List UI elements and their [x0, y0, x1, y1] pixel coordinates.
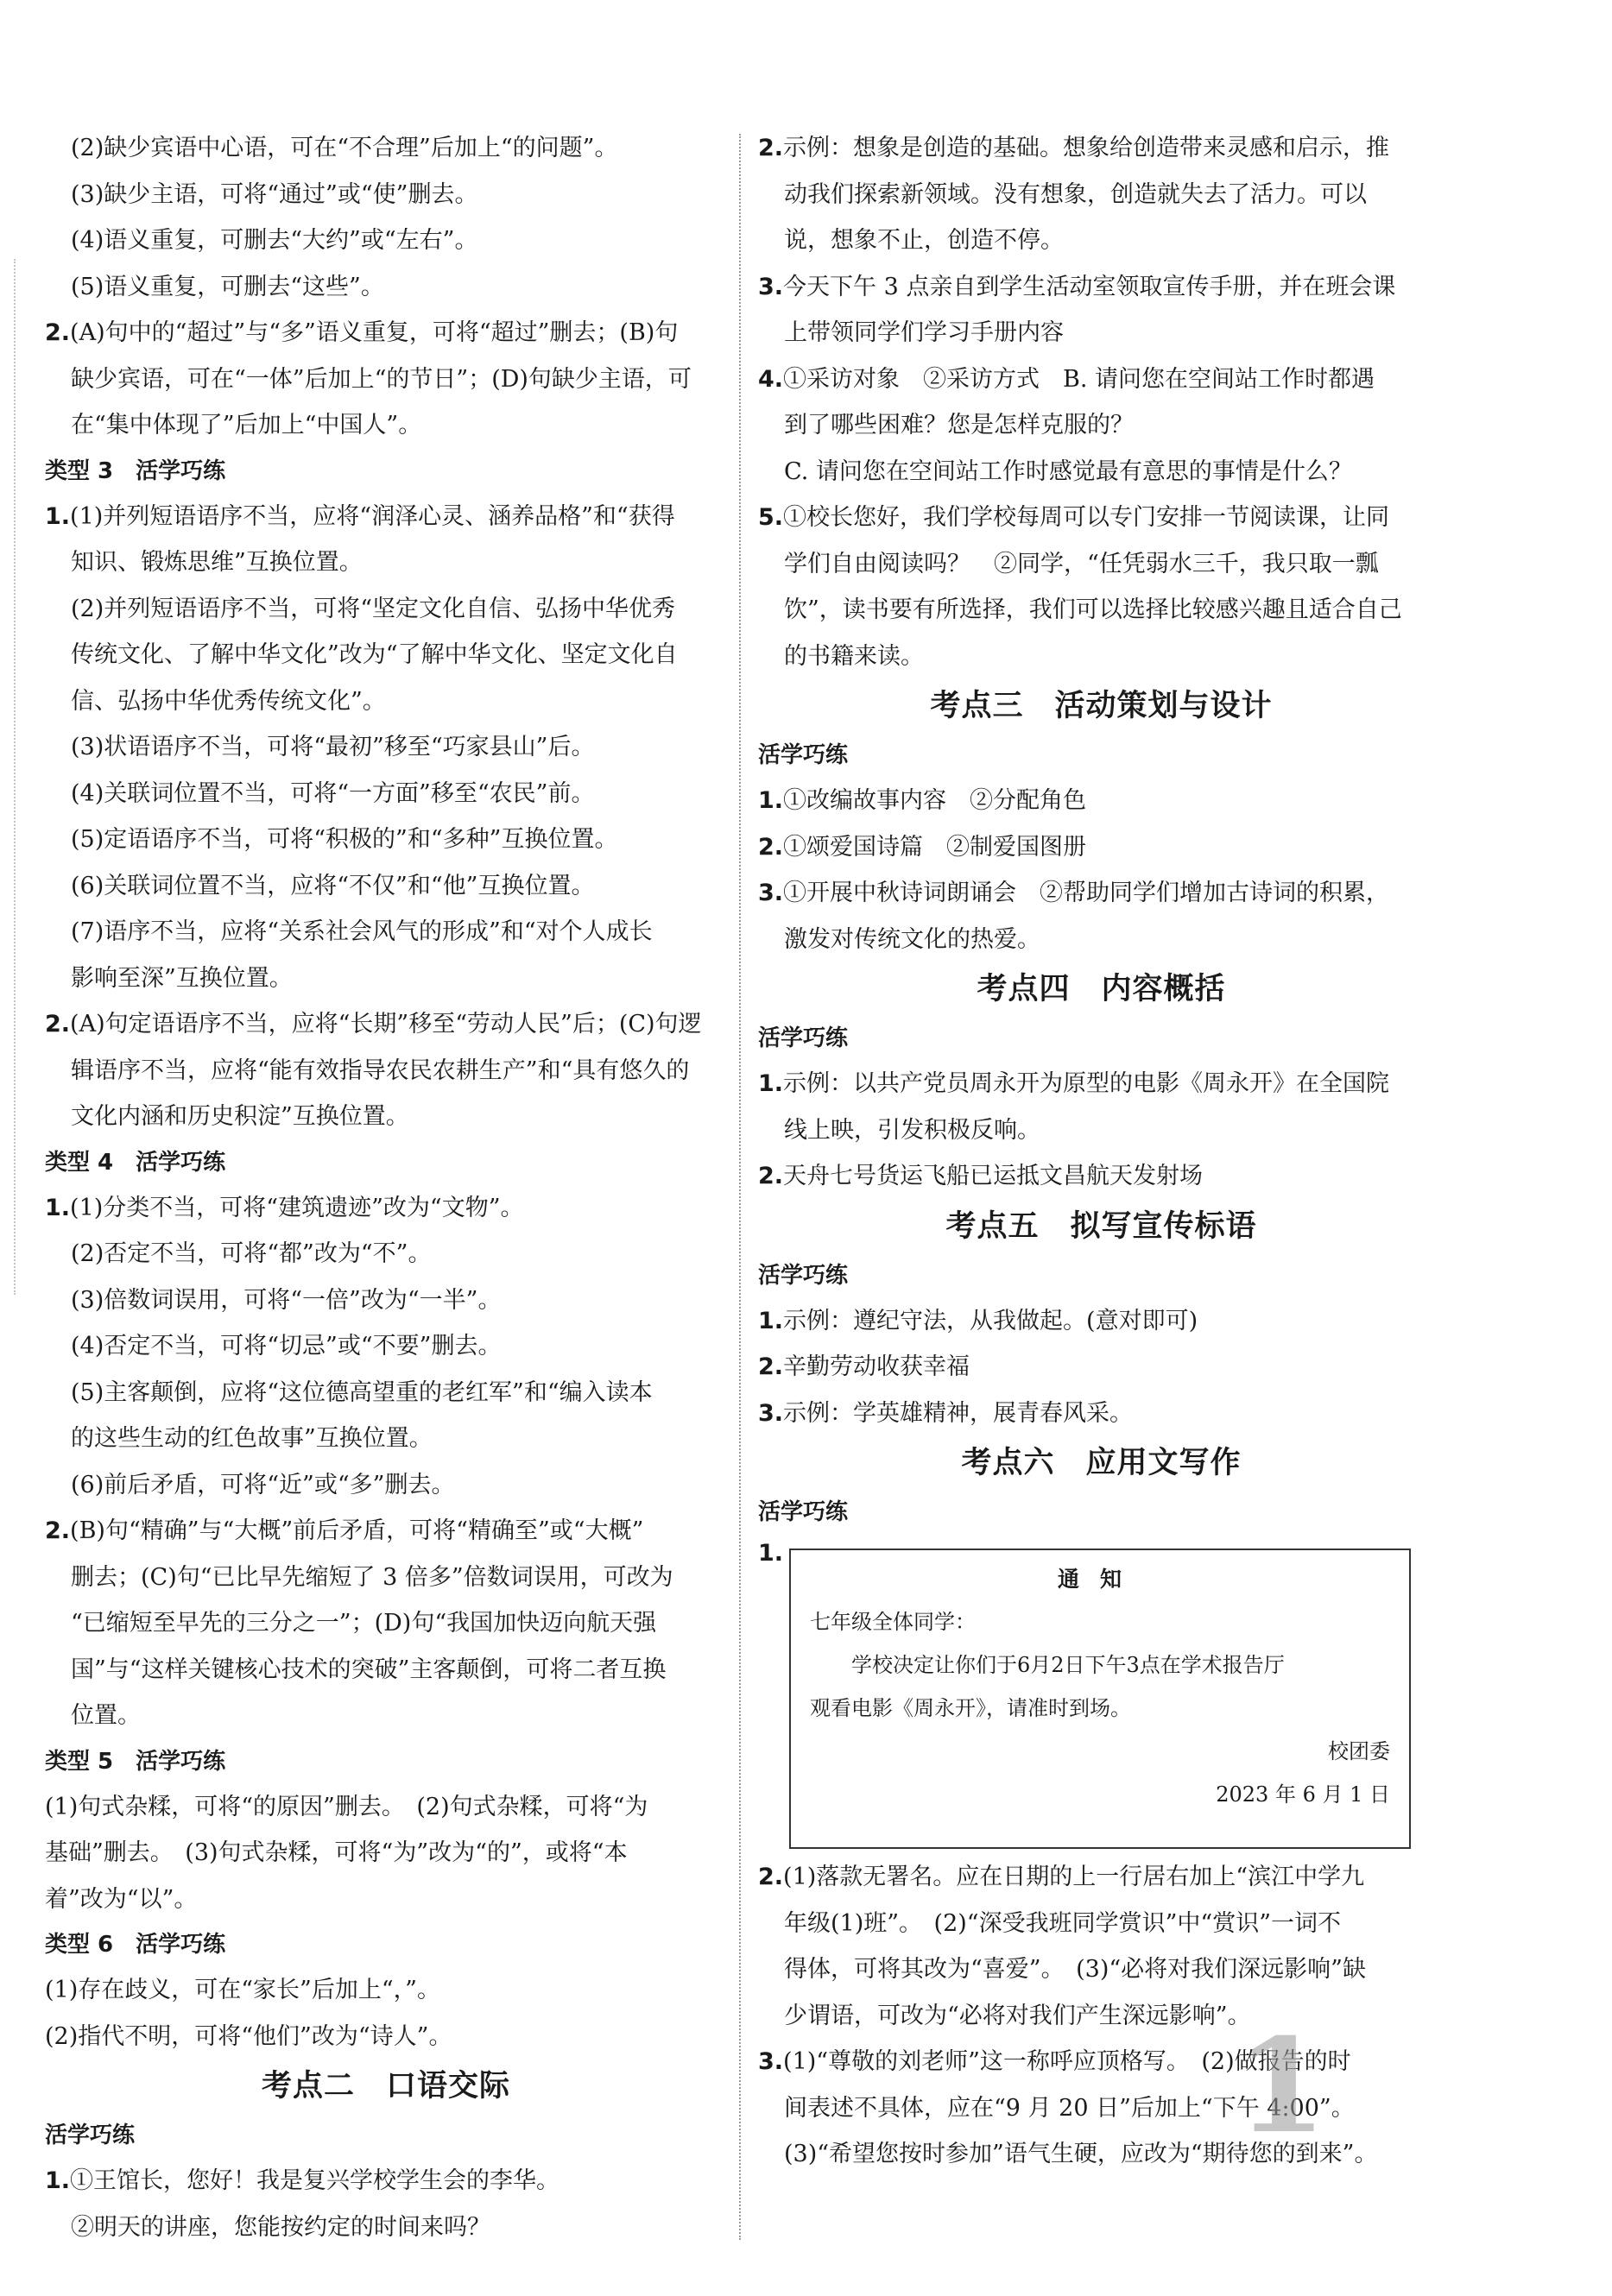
answer-text: “已缩短至早先的三分之一”；(D)句“我国加快迈向航天强 [71, 1610, 657, 1637]
notice-signer: 校团委 [1328, 1739, 1390, 1763]
answer-line [45, 494, 727, 540]
item-number: 1. [758, 1070, 784, 1097]
answer-line [758, 541, 1444, 588]
answer-text: 示例：想象是创造的基础。想象给创造带来灵感和启示，推 [783, 135, 1390, 161]
subheading: 类型 5 活学巧练 [45, 1748, 226, 1775]
answer-line [45, 172, 727, 218]
answer-text: 激发对传统文化的热爱。 [784, 925, 1040, 953]
item-number: 2. [758, 1864, 784, 1890]
answer-text: (4)关联词位置不当，可将“一方面”移至“农民”前。 [71, 779, 595, 807]
answer-line [45, 402, 727, 449]
answer-text: 间表述不具体，应在“9 月 20 日”后加上“下午 4:00”。 [784, 2094, 1355, 2122]
answer-text: (2)否定不当，可将“都”改为“不”。 [71, 1240, 432, 1267]
answer-line [45, 356, 727, 403]
answer-text: 删去；(C)句“已比早先缩短了 3 倍多”倍数词误用，可改为 [71, 1563, 673, 1591]
section-heading: 考点四 内容概括 [977, 972, 1226, 1006]
notice-box [789, 1549, 1411, 1849]
answer-line [758, 587, 1444, 634]
answer-text: ①改编故事内容 ②分配角色 [783, 787, 1087, 814]
answer-text: (5)定语语序不当，可将“积极的”和“多种”互换位置。 [71, 826, 618, 853]
item-number: 4. [758, 365, 784, 393]
answer-line [758, 824, 1444, 871]
answer-text: 知识、锻炼思维”互换位置。 [71, 549, 363, 576]
item-number: 5. [758, 504, 784, 531]
answer-text: (1)分类不当，可将“建筑遗迹”改为“文物”。 [70, 1194, 524, 1221]
answer-text: (7)语序不当，应将“关系社会风气的形成”和“对个人成长 [71, 918, 653, 945]
answer-text: 示例：以共产党员周永开为原型的电影《周永开》在全国院 [783, 1070, 1390, 1097]
answer-text: 基础”删去。 (3)句式杂糅，可将“为”改为“的”，或将“本 [45, 1839, 628, 1866]
answer-text: ①颂爱国诗篇 ②制爱国图册 [783, 833, 1087, 861]
answer-text: 位置。 [71, 1702, 141, 1729]
answer-text: (3)倍数词误用，可将“一倍”改为“一半”。 [71, 1286, 502, 1314]
answer-line [45, 539, 727, 586]
answer-line [45, 1185, 727, 1232]
answer-line [45, 1784, 727, 1831]
answer-line [758, 1946, 1444, 1993]
answer-line [45, 1555, 727, 1601]
answer-line [758, 1901, 1444, 1947]
answer-text: (A)句中的“超过”与“多”语义重复，可将“超过”删去；(B)句 [70, 319, 679, 346]
right-column-top [758, 125, 1444, 1535]
answer-text: (1)“尊敬的刘老师”这一称呼应顶格写。 (2)做报告的时 [783, 2048, 1351, 2075]
item-number: 2. [758, 833, 784, 861]
right-column [758, 125, 1444, 2178]
answer-line [45, 1416, 727, 1462]
answer-line [758, 634, 1444, 680]
subheading: 类型 4 活学巧练 [45, 1149, 226, 1176]
answer-line [45, 909, 727, 956]
item-number: 1. [45, 1194, 71, 1221]
subheading: 类型 3 活学巧练 [45, 457, 226, 484]
item-number: 3. [758, 273, 784, 300]
answer-line [45, 1277, 727, 1324]
answer-text: 在“集中体现了”后加上“中国人”。 [71, 412, 422, 438]
answer-text: ①采访对象 ②采访方式 B. 请问您在空间站工作时都遇 [783, 365, 1375, 393]
notice-body-line: 学校决定让你们于6月2日下午3点在学术报告厅 [851, 1653, 1285, 1677]
item-number: 1. [758, 1307, 784, 1334]
left-column [45, 125, 727, 2250]
answer-text: (2)并列短语语序不当，可将“坚定文化自信、弘扬中华优秀 [71, 595, 676, 622]
answer-text: ①王馆长，您好！我是复兴学校学生会的李华。 [70, 2167, 560, 2194]
answer-text: 的这些生动的红色故事”互换位置。 [71, 1425, 433, 1452]
section-heading: 考点六 应用文写作 [961, 1446, 1242, 1480]
notice-answer [758, 1535, 1444, 1854]
notice-body-line: 观看电影《周永开》，请准时到场。 [810, 1696, 1131, 1720]
answer-text: 年级(1)班”。 (2)“深受我班同学赏识”中“赏识”一词不 [784, 1909, 1342, 1937]
answer-line [45, 1508, 727, 1555]
answer-line [45, 264, 727, 311]
answer-text: (1)落款无署名。应在日期的上一行居右加上“滨江中学九 [783, 1864, 1365, 1890]
answer-text: 学们自由阅读吗？ ②同学，“任凭弱水三千，我只取一瓢 [784, 550, 1379, 577]
notice-date: 2023 年 6 月 1 日 [1216, 1782, 1390, 1807]
answer-text: (B)句“精确”与“大概”前后矛盾，可将“精确至”或“大概” [70, 1517, 644, 1544]
answer-line [758, 1344, 1444, 1391]
answer-line [758, 495, 1444, 541]
answer-text: 影响至深”互换位置。 [71, 964, 293, 992]
notice-salutation: 七年级全体同学： [810, 1610, 976, 1634]
column-divider [739, 134, 741, 2240]
answer-text: ②明天的讲座，您能按约定的时间来吗？ [71, 2213, 490, 2241]
answer-line [758, 449, 1444, 495]
answer-line [758, 1107, 1444, 1154]
answer-text: 线上映，引发积极反响。 [784, 1116, 1040, 1144]
answer-text: 传统文化、了解中华文化”改为“了解中华文化、坚定文化自 [71, 641, 678, 668]
answer-text: 国”与“这样关键核心技术的突破”主客颠倒，可将二者互换 [71, 1656, 667, 1683]
answer-text: (1)并列短语语序不当，应将“润泽心灵、涵养品格”和“获得 [70, 502, 675, 530]
answer-text: (1)句式杂糅，可将“的原因”删去。 (2)句式杂糅，可将“为 [45, 1793, 648, 1820]
answer-line [45, 586, 727, 633]
answer-text: 示例：学英雄精神，展青春风采。 [783, 1399, 1134, 1427]
subheading: 活学巧练 [758, 1262, 849, 1289]
answer-line [45, 1231, 727, 1277]
answer-line [758, 1298, 1444, 1345]
answer-line [758, 1854, 1444, 1901]
answer-text: (1)存在歧义，可在“家长”后加上“，”。 [45, 1977, 440, 2003]
answer-line [758, 218, 1444, 264]
answer-line [45, 1094, 727, 1140]
answer-text: 到了哪些困难？您是怎样克服的？ [784, 412, 1134, 438]
answer-text: 示例：遵纪守法，从我做起。(意对即可) [783, 1307, 1198, 1334]
answer-line [45, 1001, 727, 1048]
answer-line [45, 632, 727, 678]
answer-text: 饮”，读书要有所选择，我们可以选择比较感兴趣且适合自己 [784, 596, 1402, 623]
answer-line [758, 310, 1444, 356]
answer-text: 辛勤劳动收获幸福 [783, 1353, 970, 1380]
answer-text: (3)状语语序不当，可将“最初”移至“巧家县山”后。 [71, 734, 595, 760]
answer-text: ①校长您好，我们学校每周可以专门安排一节阅读课，让同 [783, 504, 1390, 531]
item-number: 2. [758, 1163, 784, 1189]
answer-line [45, 2158, 727, 2205]
subheading: 活学巧练 [758, 742, 849, 768]
answer-line [45, 1967, 727, 2014]
answer-text: (2)缺少宾语中心语，可在“不合理”后加上“的问题”。 [71, 135, 618, 161]
answer-line [45, 1462, 727, 1509]
item-number: 2. [758, 1353, 784, 1380]
answer-text: (6)关联词位置不当，应将“不仅”和“他”互换位置。 [71, 872, 595, 899]
answer-text: 得体，可将其改为“喜爱”。 (3)“必将对我们深远影响”缺 [784, 1956, 1366, 1983]
answer-line [758, 264, 1444, 311]
answer-text: 说，想象不止，创造不停。 [784, 227, 1064, 254]
answer-text: (6)前后矛盾，可将“近”或“多”删去。 [71, 1471, 455, 1498]
answer-text: 辑语序不当，应将“能有效指导农民农耕生产”和“具有悠久的 [71, 1057, 690, 1084]
answer-line [45, 125, 727, 172]
item-number: 2. [45, 319, 71, 346]
answer-line [45, 1877, 727, 1923]
answer-line [758, 2039, 1444, 2085]
answer-line [758, 778, 1444, 824]
answer-text: (A)句定语语序不当，应将“长期”移至“劳动人民”后；(C)句逻 [70, 1011, 702, 1038]
answer-text: (4)语义重复，可删去“大约”或“左右”。 [71, 227, 478, 254]
subheading: 活学巧练 [45, 2123, 136, 2148]
section-heading: 考点二 口语交际 [261, 2069, 510, 2104]
answer-text: 今天下午 3 点亲自到学生活动室领取宣传手册，并在班会课 [783, 273, 1396, 300]
answer-line [45, 2205, 727, 2251]
answer-line [758, 1061, 1444, 1107]
section-heading: 考点三 活动策划与设计 [930, 689, 1273, 723]
item-number: 3. [758, 1399, 784, 1427]
item-number: 1. [45, 2167, 71, 2194]
answer-line [758, 356, 1444, 403]
answer-text: 少谓语，可改为“必将对我们产生深远影响”。 [784, 2002, 1251, 2029]
answer-text: 上带领同学们学习手册内容 [784, 319, 1064, 346]
answer-line [45, 724, 727, 771]
answer-line [45, 1048, 727, 1094]
answer-line [45, 310, 727, 356]
item-number: 1. [758, 787, 784, 814]
answer-line [45, 1693, 727, 1739]
answer-text: 文化内涵和历史积淀”互换位置。 [71, 1103, 409, 1130]
answer-line [758, 125, 1444, 172]
answer-line [45, 771, 727, 817]
item-number: 2. [45, 1011, 71, 1038]
answer-line [45, 1323, 727, 1370]
answer-line [45, 817, 727, 863]
answer-line [758, 402, 1444, 449]
answer-text: 着”改为“以”。 [45, 1885, 198, 1913]
answer-line [45, 1830, 727, 1877]
answer-line [758, 172, 1444, 218]
answer-line [45, 678, 727, 725]
answer-line [45, 1647, 727, 1694]
answer-text: (5)主客颠倒，应将“这位德高望重的老红军”和“编入读本 [71, 1378, 653, 1406]
answer-line [758, 1993, 1444, 2040]
answer-line [758, 917, 1444, 963]
page-number: 1 [1236, 2010, 1327, 2162]
answer-line [758, 2085, 1444, 2132]
answer-line [45, 1600, 727, 1647]
answer-text: C. 请问您在空间站工作时感觉最有意思的事情是什么？ [784, 457, 1352, 485]
answer-line [45, 1370, 727, 1416]
answer-text: ①开展中秋诗词朗诵会 ②帮助同学们增加古诗词的积累， [783, 880, 1390, 906]
subheading: 活学巧练 [758, 1499, 849, 1525]
answer-line [758, 2131, 1444, 2178]
subheading: 类型 6 活学巧练 [45, 1932, 226, 1958]
notice-answer-number: 1. [758, 1540, 784, 1567]
answer-text: 的书籍来读。 [784, 642, 924, 670]
answer-line [758, 1391, 1444, 1437]
answer-text: 缺少宾语，可在“一体”后加上“的节日”；(D)句缺少主语，可 [71, 365, 692, 393]
item-number: 3. [758, 2048, 784, 2075]
answer-text: (3)缺少主语，可将“通过”或“使”删去。 [71, 180, 478, 208]
item-number: 2. [758, 135, 784, 161]
answer-text: 信、弘扬中华优秀传统文化”。 [71, 687, 386, 715]
answer-line [45, 956, 727, 1002]
answer-text: 天舟七号货运飞船已运抵文昌航天发射场 [783, 1163, 1204, 1189]
right-column-bottom [758, 1854, 1444, 2178]
answer-line [758, 1153, 1444, 1200]
answer-line [45, 218, 727, 264]
answer-line [45, 863, 727, 910]
answer-text: 动我们探索新领域。没有想象，创造就失去了活力。可以 [784, 180, 1367, 208]
answer-text: (2)指代不明，可将“他们”改为“诗人”。 [45, 2022, 452, 2050]
subheading: 活学巧练 [758, 1025, 849, 1051]
section-heading: 考点五 拟写宣传标语 [945, 1208, 1257, 1244]
notice-title: 通知 [1057, 1567, 1142, 1592]
answer-text: (3)“希望您按时参加”语气生硬，应改为“期待您的到来”。 [784, 2141, 1378, 2167]
item-number: 2. [45, 1517, 71, 1544]
answer-line [45, 2014, 727, 2060]
margin-dotted-line [14, 259, 16, 1295]
answer-line [758, 870, 1444, 917]
item-number: 1. [45, 502, 71, 530]
answer-text: (4)否定不当，可将“切忌”或“不要”删去。 [71, 1333, 502, 1359]
answer-text: (5)语义重复，可删去“这些”。 [71, 273, 384, 300]
item-number: 3. [758, 880, 784, 906]
